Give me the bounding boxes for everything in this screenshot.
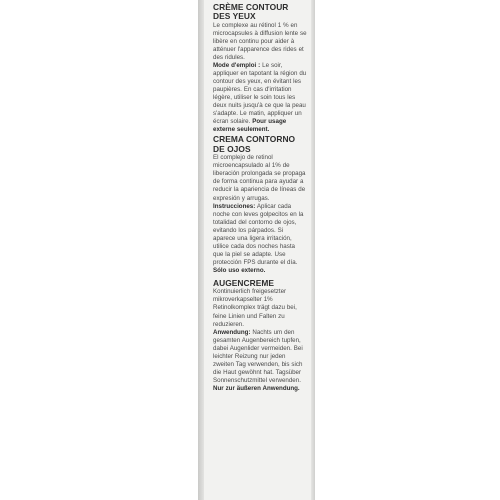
spanish-text	[213, 154, 307, 275]
german-text	[213, 288, 307, 393]
german-warning: Nur zur äußeren Anwendung.	[213, 384, 300, 392]
german-usage-label: Anwendung:	[213, 328, 251, 336]
spanish-warning: Sólo uso externo.	[213, 266, 266, 274]
section-german	[213, 279, 307, 393]
packaging-side-panel	[204, 0, 311, 500]
spanish-intro: El complejo de retinol microencapsulado al 1% de liberación prolongada se propaga de forma continua para ayudar a reducir la apariencia de líneas de expresión y arrugas.	[213, 154, 306, 202]
french-usage-text: Le soir, appliquer en tapotant la région du contour des yeux, en évitant les paupières. En cas d'irritation légère, utiliser le soin tous les deux nuits jusqu'à ce que la peau s'adapte. Le matin, appliquer un écran solaire.	[213, 62, 307, 126]
french-warning: Pour usage externe seulement.	[213, 118, 287, 134]
section-french	[213, 3, 307, 134]
french-heading: CRÈME CONTOUR DES YEUX	[213, 2, 289, 22]
french-usage-label: Mode d'emploi :	[213, 62, 261, 70]
german-usage-text: Nachts um den gesamten Augenbereich tupfen, dabei Augenlider vermeiden. Bei leichter Reizung nur jeden zweiten Tag verwenden, bis sich die Haut gewöhnt hat. Tagsüber Sonnenschutzmittel verwenden.	[213, 328, 303, 384]
spanish-heading: CREMA CONTORNO DE OJOS	[213, 134, 296, 154]
french-intro: Le complexe au rétinol 1 % en microcapsules à diffusion lente se libère en continu pour aider à atténuer l'apparence des rides et des ridules.	[213, 21, 307, 61]
spanish-usage-label: Instrucciones:	[213, 202, 256, 210]
box-edge-right	[311, 0, 315, 500]
section-spanish	[213, 135, 307, 275]
german-intro: Kontinuierlich freigesetzter mikroverkapselter 1% Retinolkomplex trägt dazu bei, feine Linien und Falten zu reduzieren.	[213, 288, 297, 328]
french-text	[213, 22, 307, 135]
german-heading: AUGENCREME	[213, 277, 274, 288]
spanish-usage-text: Aplicar cada noche con leves golpecitos en la totalidad del contorno de ojos, evitando los párpados. Si aparece una ligera irritación, utilice cada dos noches hasta que la piel se adapte. Use protección FPS durante el día.	[213, 202, 304, 266]
